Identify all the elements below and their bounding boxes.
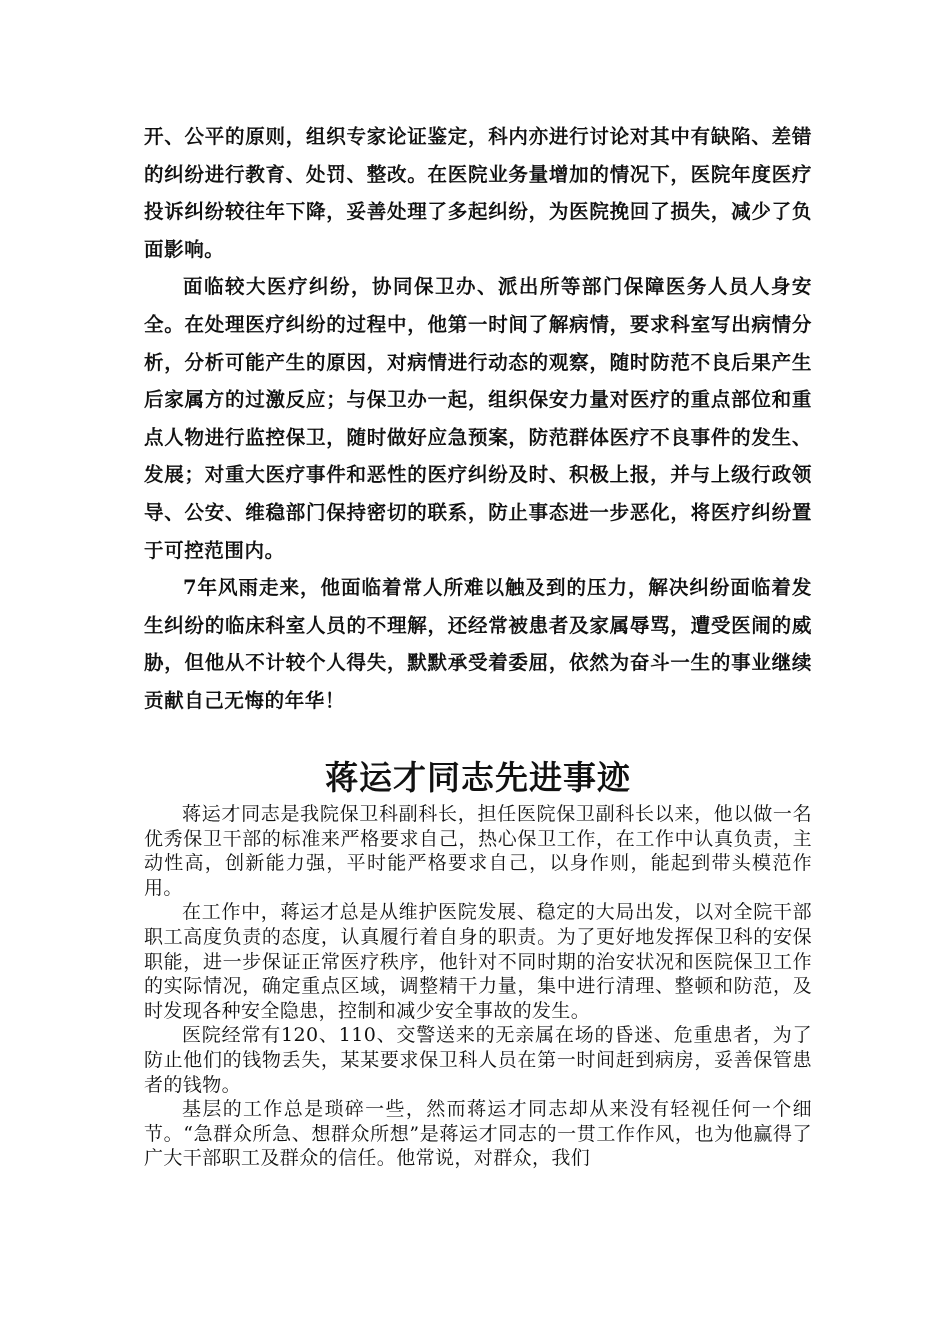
paragraph: 在工作中，蒋运才总是从维护医院发展、稳定的大局出发，以对全院干部职工高度负责的态度，认真履行着自身的职责。为了更好地发挥保卫科的安保职能，进一步保证正常医疗秩序，他针对不同时期的治安状况和医院保卫工作的实际情况，确定重点区域，调整精干力量，集中进行清理、整顿和防范，及时发现各种安全隐患，控制和减少安全事故的发生。: [144, 901, 812, 1022]
paragraph: 开、公平的原则，组织专家论证鉴定，科内亦进行讨论对其中有缺陷、差错的纠纷进行教育、处罚、整改。在医院业务量增加的情况下，医院年度医疗投诉纠纷较往年下降，妥善处理了多起纠纷，为医院挽回了损失，减少了负面影响。: [144, 125, 812, 261]
article-body: [144, 802, 812, 1171]
paragraph: 面临较大医疗纠纷，协同保卫办、派出所等部门保障医务人员人身安全。在处理医疗纠纷的过程中，他第一时间了解病情，要求科室写出病情分析，分析可能产生的原因，对病情进行动态的观察，随时防范不良后果产生后家属方的过激反应；与保卫办一起，组织保安力量对医疗的重点部位和重点人物进行监控保卫，随时做好应急预案，防范群体医疗不良事件的发生、发展；对重大医疗事件和恶性的医疗纠纷及时、积极上报，并与上级行政领导、公安、维稳部门保持密切的联系，防止事态进一步恶化，将医疗纠纷置于可控范围内。: [144, 275, 812, 562]
paragraph: 蒋运才同志是我院保卫科副科长，担任医院保卫副科长以来，他以做一名优秀保卫干部的标准来严格要求自己，热心保卫工作，在工作中认真负责，主动性高，创新能力强，平时能严格要求自己，以身作则，能起到带头模范作用。: [144, 803, 812, 899]
previous-article-continuation: [144, 118, 812, 720]
paragraph: 医院经常有120、110、交警送来的无亲属在场的昏迷、危重患者，为了防止他们的钱物丢失，某某要求保卫科人员在第一时间赶到病房，妥善保管患者的钱物。: [144, 1024, 812, 1096]
article-title: 蒋运才同志先进事迹: [325, 758, 631, 797]
paragraph: 7年风雨走来，他面临着常人所难以触及到的压力，解决纠纷面临着发生纠纷的临床科室人员的不理解，还经常被患者及家属辱骂，遭受医闹的威胁，但他从不计较个人得失，默默承受着委屈，依然为奋斗一生的事业继续贡献自己无悔的年华！: [144, 576, 812, 712]
paragraph: 基层的工作总是琐碎一些，然而蒋运才同志却从来没有轻视任何一个细节。“急群众所急、想群众所想”是蒋运才同志的一贯工作作风，也为他赢得了广大干部职工及群众的信任。他常说，对群众，我们: [144, 1098, 812, 1170]
